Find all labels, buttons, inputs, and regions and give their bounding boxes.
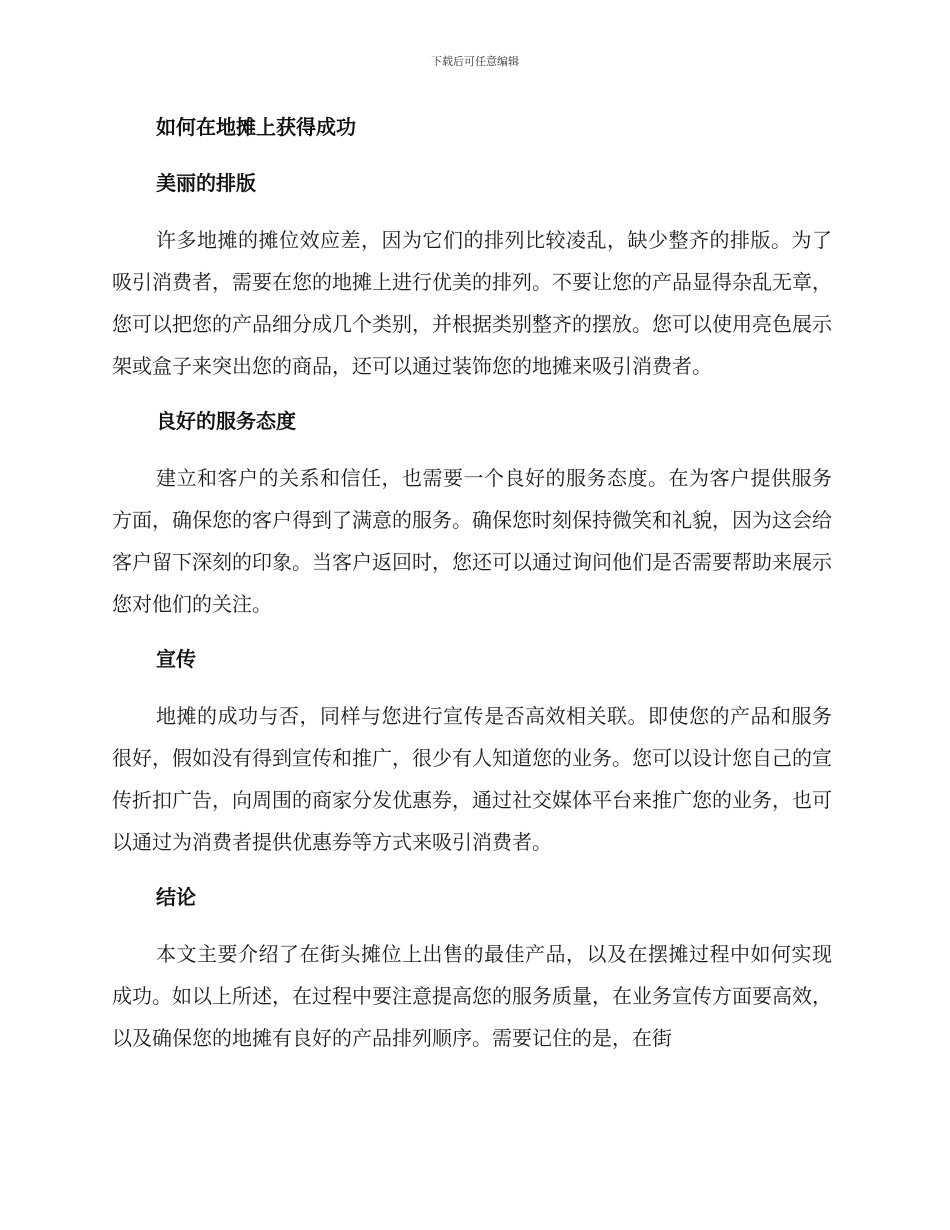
section-heading-conclusion: 结论	[156, 885, 196, 909]
document-body	[112, 108, 832, 1059]
section-heading-promotion: 宣传	[156, 647, 196, 671]
section-heading-layout: 美丽的排版	[156, 171, 256, 195]
paragraph-service: 建立和客户的关系和信任，也需要一个良好的服务态度。在为客户提供服务方面，确保您的客户得到了满意的服务。确保您时刻保持微笑和礼貌，因为这会给客户留下深刻的印象。当客户返回时，您还可以通过询问他们是否需要帮助来展示您对他们的关注。	[112, 466, 832, 616]
paragraph-promotion: 地摊的成功与否，同样与您进行宣传是否高效相关联。即使您的产品和服务很好，假如没有得到宣传和推广，很少有人知道您的业务。您可以设计您自己的宣传折扣广告，向周围的商家分发优惠券，通过社交媒体平台来推广您的业务，也可以通过为消费者提供优惠券等方式来吸引消费者。	[112, 704, 832, 854]
paragraph-conclusion: 本文主要介绍了在街头摊位上出售的最佳产品，以及在摆摊过程中如何实现成功。如以上所述，在过程中要注意提高您的服务质量，在业务宣传方面要高效，以及确保您的地摊有良好的产品排列顺序。需要记住的是，在街	[112, 942, 832, 1050]
section-heading-service: 良好的服务态度	[156, 409, 296, 433]
paragraph-layout: 许多地摊的摊位效应差，因为它们的排列比较凌乱，缺少整齐的排版。为了吸引消费者，需要在您的地摊上进行优美的排列。不要让您的产品显得杂乱无章，您可以把您的产品细分成几个类别，并根据类别整齐的摆放。您可以使用亮色展示架或盒子来突出您的商品，还可以通过装饰您的地摊来吸引消费者。	[112, 228, 832, 378]
page-header: 下载后可任意编辑	[431, 55, 519, 68]
section-heading-main-title: 如何在地摊上获得成功	[156, 115, 356, 139]
